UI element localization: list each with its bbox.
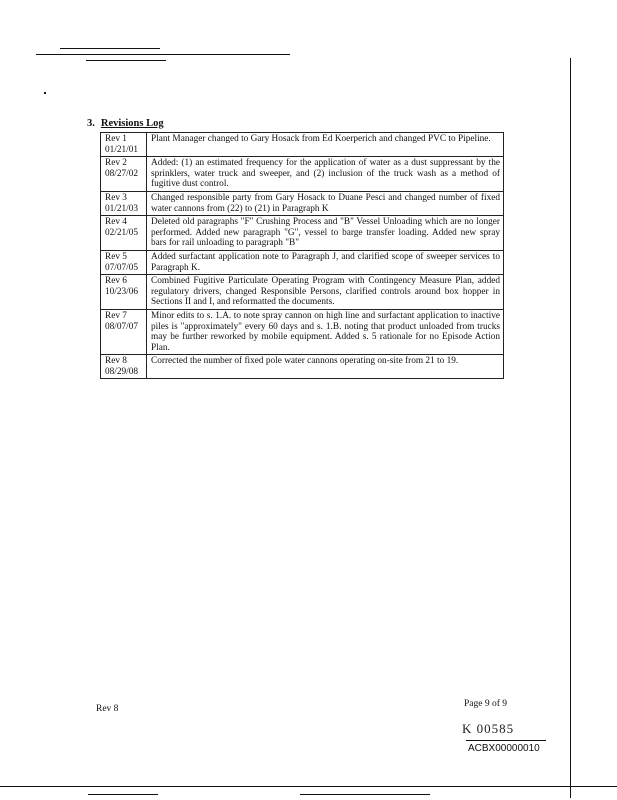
footer-revision: Rev 8 <box>96 704 119 714</box>
footer-page-number: Page 9 of 9 <box>464 699 508 709</box>
revision-date: 01/21/03 <box>105 203 139 214</box>
scan-artifact-dot <box>44 92 46 94</box>
revision-id-cell <box>101 250 147 274</box>
revision-number: Rev 2 <box>105 158 127 169</box>
scan-artifact-line <box>36 54 290 55</box>
revisions-table <box>100 132 504 379</box>
revision-id-cell <box>101 216 147 251</box>
revision-description: Combined Fugitive Particulate Operating Program with Contingency Measure Plan, added regulatory drivers, changed Responsible Persons, clarified controls around box hopper in Sections II and I, and reformatted the documents. <box>147 275 504 310</box>
revision-id-cell <box>101 355 147 379</box>
revision-description: Changed responsible party from Gary Hosack to Duane Pesci and changed number of fixed water cannons from (22) to (21) in Paragraph K <box>147 191 504 215</box>
revision-description: Plant Manager changed to Gary Hosack from Ed Koerperich and changed PVC to Pipeline. <box>147 133 504 157</box>
revision-number: Rev 1 <box>105 134 127 144</box>
section-heading <box>87 118 164 129</box>
revision-row <box>101 250 504 274</box>
revision-description: Added: (1) an estimated frequency for the application of water as a dust suppressant by the sprinklers, water truck and sweeper, and (2) inclusion of the truck wash as a method of fugitive dust control. <box>147 157 504 192</box>
bates-stamp-top: K 00585 <box>462 721 515 736</box>
revision-row <box>101 216 504 251</box>
revision-date: 08/27/02 <box>105 168 139 179</box>
revision-row <box>101 355 504 379</box>
revision-number: Rev 5 <box>105 251 127 262</box>
revision-date: 08/29/08 <box>105 366 139 377</box>
revision-row <box>101 275 504 310</box>
revision-date: 10/23/06 <box>105 286 139 297</box>
bates-stamp-number: ACBX00000010 <box>468 743 540 754</box>
revision-description: Added surfactant application note to Paragraph J, and clarified scope of sweeper services to Paragraph K. <box>147 250 504 274</box>
revision-number: Rev 3 <box>105 192 127 203</box>
revision-description: Deleted old paragraphs "F" Crushing Process and "B" Vessel Unloading which are no longer performed. Added new paragraph "G", vessel to barge transfer loading. Added new spray bars for rail unloading to paragraph "B" <box>147 216 504 251</box>
revision-date: 08/07/07 <box>105 321 139 332</box>
scan-artifact-line <box>88 794 158 795</box>
revision-row <box>101 133 504 157</box>
scan-artifact-line <box>466 740 546 741</box>
revision-row <box>101 309 504 354</box>
section-title: Revisions Log <box>100 118 164 129</box>
revision-date: 01/21/01 <box>105 144 139 155</box>
revision-id-cell <box>101 191 147 215</box>
revision-description: Corrected the number of fixed pole water cannons operating on-site from 21 to 19. <box>147 355 504 379</box>
scan-artifact-edge <box>570 58 571 798</box>
revision-number: Rev 7 <box>105 310 127 321</box>
revision-number: Rev 6 <box>105 276 127 287</box>
revision-date: 02/21/05 <box>105 227 139 238</box>
revisions-table-body <box>101 133 504 379</box>
scan-artifact-line <box>0 786 617 787</box>
revision-id-cell <box>101 309 147 354</box>
revision-id-cell <box>101 157 147 192</box>
revision-number: Rev 8 <box>105 356 127 367</box>
revision-description: Minor edits to s. 1.A. to note spray cannon on high line and surfactant application to inactive piles is "approximately" every 60 days and s. 1.B. noting that product unloaded from trucks may be further reworked by mobile equipment. Added s. 5 rationale for no Episode Action Plan. <box>147 309 504 354</box>
scan-artifact-line <box>60 48 160 49</box>
scan-artifact-line <box>300 794 430 795</box>
revision-row <box>101 191 504 215</box>
revision-number: Rev 4 <box>105 217 127 228</box>
revision-row <box>101 157 504 192</box>
scan-artifact-line <box>86 60 166 61</box>
section-number: 3. <box>87 118 95 129</box>
revision-id-cell <box>101 133 147 157</box>
revision-date: 07/07/05 <box>105 262 139 273</box>
revision-id-cell <box>101 275 147 310</box>
